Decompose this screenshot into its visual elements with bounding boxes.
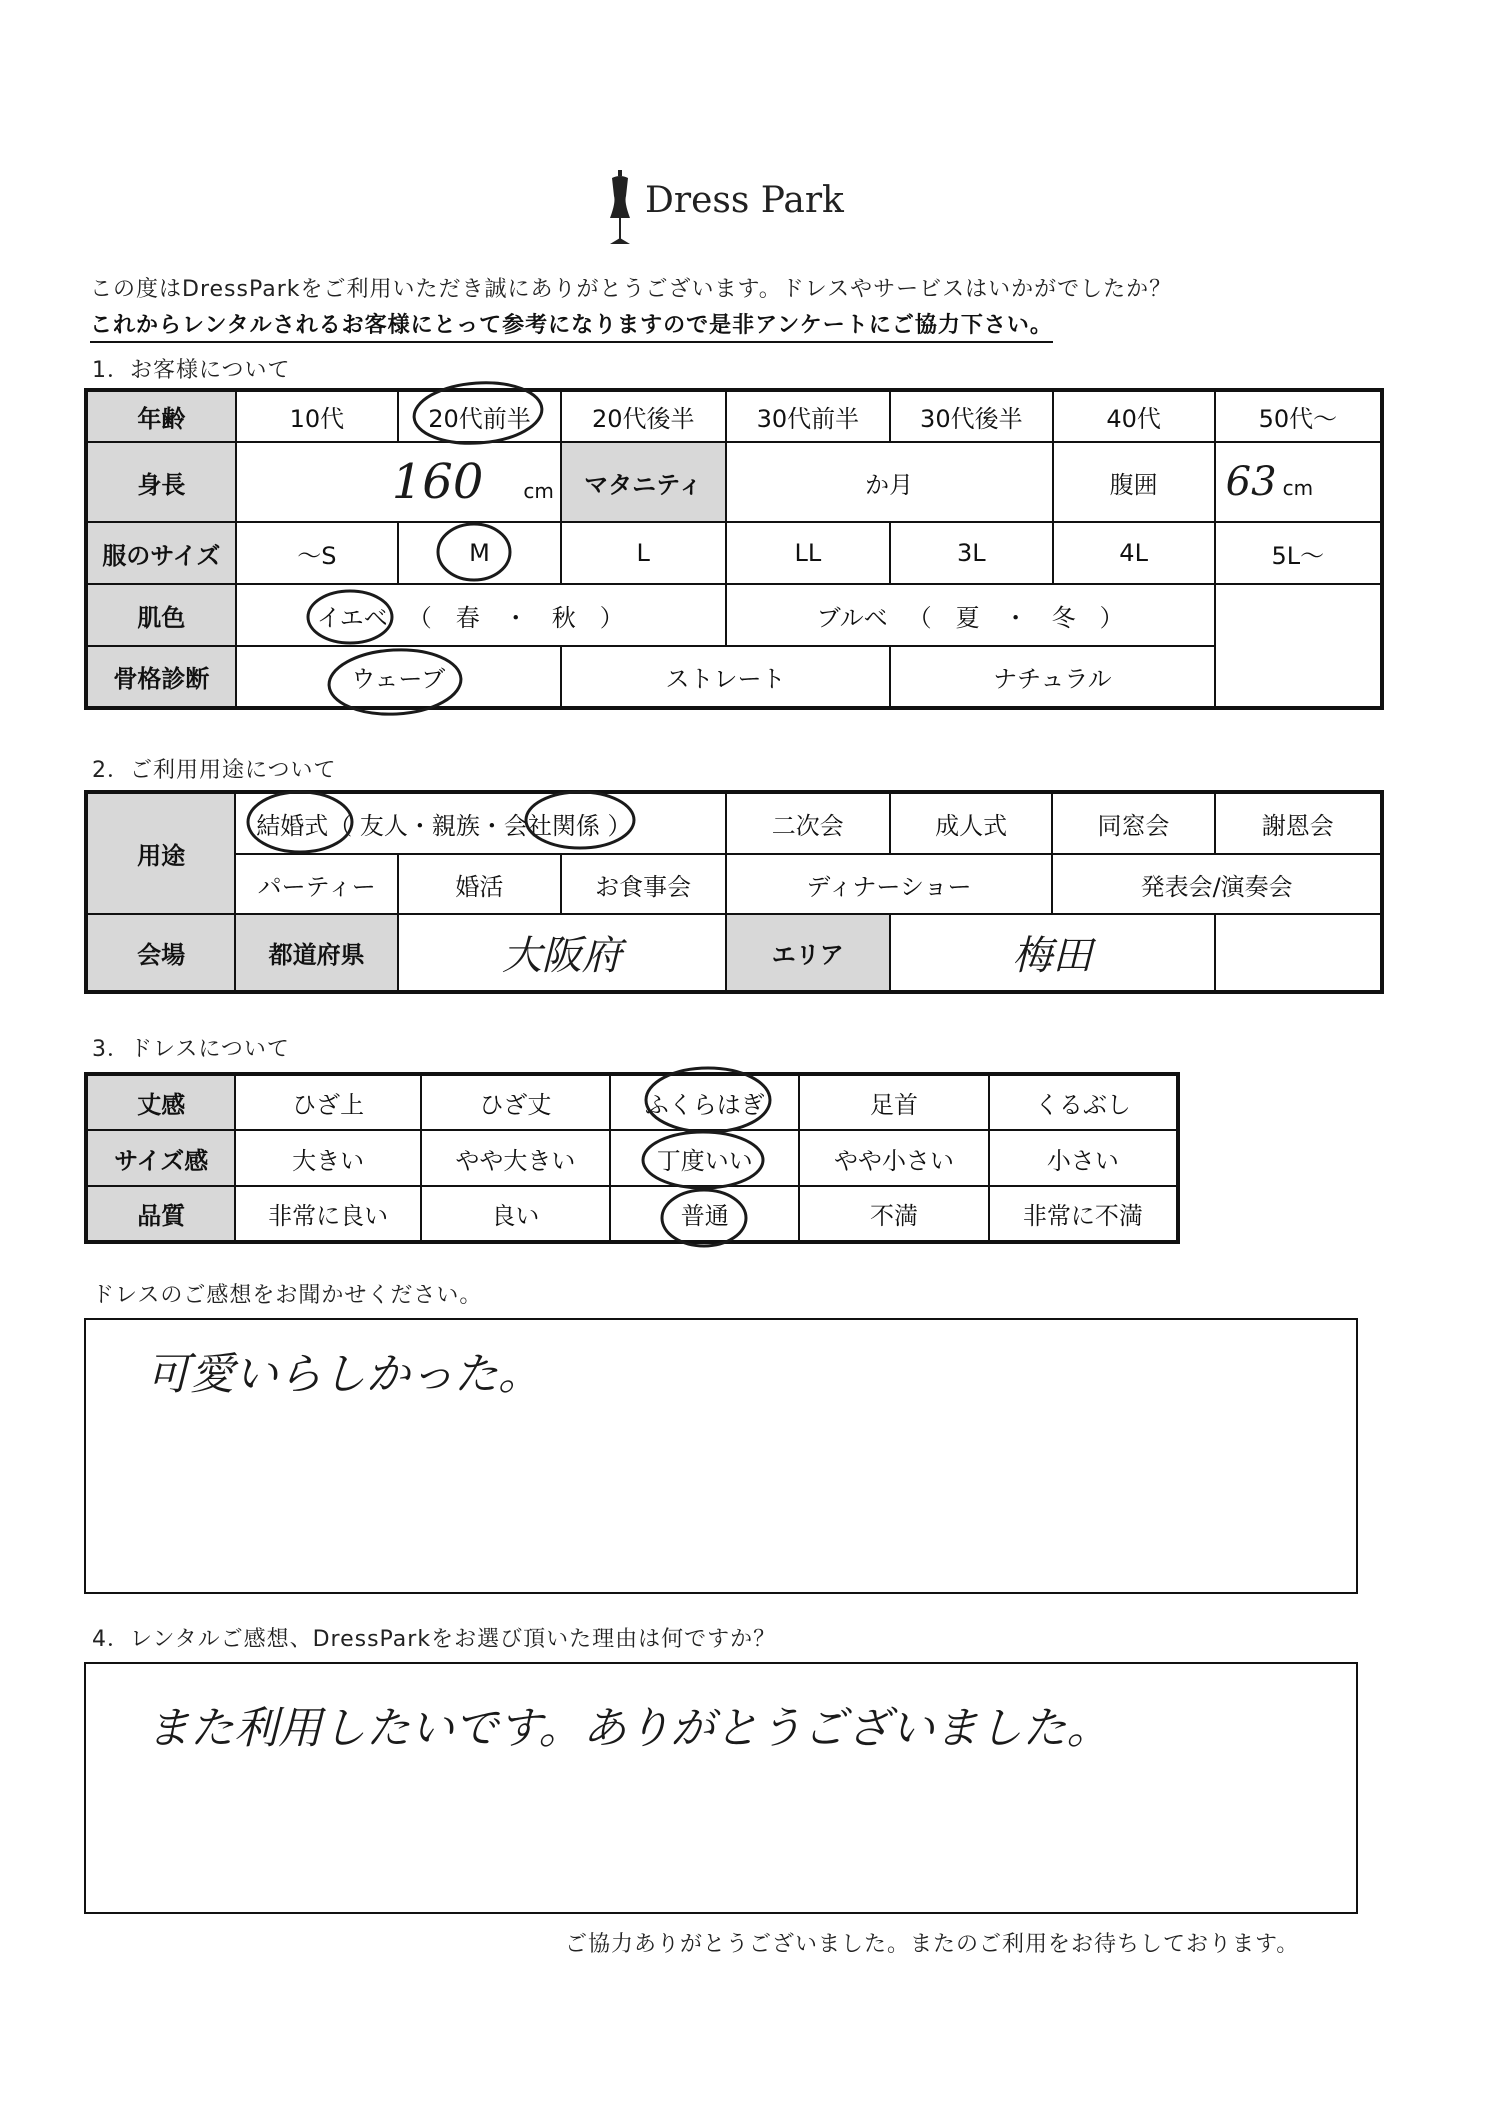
quality-row — [86, 1186, 1178, 1242]
quality-option[interactable]: 不満 — [799, 1186, 988, 1242]
fit-option[interactable]: やや小さい — [799, 1130, 988, 1186]
age-option[interactable]: 40代 — [1053, 390, 1215, 442]
usage-option[interactable]: 発表会/演奏会 — [1052, 854, 1382, 914]
quality-option-selected[interactable]: 普通 — [610, 1186, 799, 1242]
quality-label: 品質 — [86, 1186, 235, 1242]
prefecture-label: 都道府県 — [235, 914, 398, 992]
frame-row — [86, 646, 1382, 708]
fit-option[interactable]: 小さい — [989, 1130, 1178, 1186]
age-option[interactable]: 30代後半 — [890, 390, 1053, 442]
prefecture-value: 大阪府 — [501, 933, 622, 979]
usage-option[interactable]: 謝恩会 — [1215, 792, 1382, 854]
size-option[interactable]: L — [561, 522, 726, 584]
frame-option[interactable]: ナチュラル — [890, 646, 1215, 708]
intro-line-2: これからレンタルされるお客様にとって参考になりますので是非アンケートにご協力下さい。 — [90, 308, 1053, 343]
skin-label: 肌色 — [86, 584, 236, 646]
section-4-title: 4．レンタルご感想、DressParkをお選び頂いた理由は何ですか？ — [92, 1627, 777, 1652]
rental-comment-box[interactable] — [84, 1662, 1358, 1914]
waist-value: 63 — [1225, 459, 1277, 505]
age-option[interactable]: 20代後半 — [561, 390, 726, 442]
dress-table — [84, 1072, 1180, 1244]
length-option[interactable]: ひざ丈 — [421, 1074, 610, 1130]
fit-label: サイズ感 — [86, 1130, 235, 1186]
size-option[interactable]: 4L — [1053, 522, 1215, 584]
dress-comment-box[interactable] — [84, 1318, 1358, 1594]
length-option[interactable]: くるぶし — [989, 1074, 1178, 1130]
footer-thanks: ご協力ありがとうございました。またのご利用をお待ちしております。 — [565, 1932, 1300, 1957]
age-row — [86, 390, 1382, 442]
size-option[interactable]: 3L — [890, 522, 1053, 584]
length-label: 丈感 — [86, 1074, 235, 1130]
customer-table — [84, 388, 1384, 710]
skin-yellow-seasons: （ 春 ・ 秋 ） — [407, 603, 624, 632]
skin-yellow-option[interactable] — [236, 584, 726, 646]
fit-option-selected[interactable]: 丁度いい — [610, 1130, 799, 1186]
purpose-label: 用途 — [86, 792, 235, 914]
size-option[interactable]: LL — [726, 522, 890, 584]
usage-table — [84, 790, 1384, 994]
usage-option[interactable]: ディナーショー — [726, 854, 1053, 914]
rental-comment-text: また利用したいです。ありがとうございました。 — [146, 1703, 1111, 1754]
venue-row — [86, 914, 1382, 992]
fit-option[interactable]: やや大きい — [421, 1130, 610, 1186]
quality-option[interactable]: 良い — [421, 1186, 610, 1242]
area-label: エリア — [726, 914, 890, 992]
area-field[interactable] — [890, 914, 1215, 992]
quality-option[interactable]: 非常に不満 — [989, 1186, 1178, 1242]
age-option[interactable]: 30代前半 — [726, 390, 890, 442]
age-label: 年齢 — [86, 390, 236, 442]
section-2-title: 2．ご利用用途について — [92, 758, 337, 783]
age-option-selected[interactable]: 20代前半 — [398, 390, 561, 442]
empty-cell — [1215, 914, 1382, 992]
waist-field[interactable] — [1215, 442, 1382, 522]
usage-row-2 — [86, 854, 1382, 914]
skin-yellow-label: イエベ — [316, 603, 388, 632]
height-unit: cm — [523, 479, 554, 503]
intro-line-1: この度はDressParkをご利用いただき誠にありがとうございます。ドレスやサービスはいかがでしたか？ — [90, 277, 1173, 302]
height-row — [86, 442, 1382, 522]
size-label: 服のサイズ — [86, 522, 236, 584]
waist-unit: cm — [1282, 476, 1314, 500]
brand-name: Dress Park — [645, 180, 844, 221]
empty-cell — [1215, 584, 1382, 646]
skin-blue-seasons: （ 夏 ・ 冬 ） — [907, 603, 1124, 632]
size-option[interactable]: ～S — [236, 522, 398, 584]
area-value: 梅田 — [1012, 933, 1093, 979]
maternity-months-field[interactable] — [726, 442, 1053, 522]
section-1-title: 1．お客様について — [92, 358, 291, 383]
maternity-label: マタニティ — [561, 442, 726, 522]
length-option[interactable]: 足首 — [799, 1074, 988, 1130]
fit-option[interactable]: 大きい — [235, 1130, 420, 1186]
skin-blue-label: ブルベ — [816, 603, 888, 632]
frame-option-selected[interactable]: ウェーブ — [236, 646, 561, 708]
venue-label: 会場 — [86, 914, 235, 992]
size-option[interactable]: 5L～ — [1215, 522, 1382, 584]
length-row — [86, 1074, 1178, 1130]
usage-option[interactable]: 二次会 — [726, 792, 890, 854]
wedding-option[interactable]: 結婚式（ 友人・親族・会社関係 ） — [235, 792, 725, 854]
brand-logo — [600, 170, 900, 240]
usage-option[interactable]: 同窓会 — [1052, 792, 1214, 854]
fit-row — [86, 1130, 1178, 1186]
size-row — [86, 522, 1382, 584]
prefecture-field[interactable] — [398, 914, 725, 992]
dress-comment-text: 可愛いらしかった。 — [146, 1349, 542, 1400]
dress-form-icon — [600, 170, 640, 250]
height-label: 身長 — [86, 442, 236, 522]
dress-comment-prompt: ドレスのご感想をお聞かせください。 — [92, 1283, 483, 1308]
usage-option[interactable]: パーティー — [235, 854, 398, 914]
frame-label: 骨格診断 — [86, 646, 236, 708]
usage-row-1 — [86, 792, 1382, 854]
skin-blue-option[interactable] — [726, 584, 1215, 646]
frame-option[interactable]: ストレート — [561, 646, 890, 708]
usage-option[interactable]: 婚活 — [398, 854, 561, 914]
age-option[interactable]: 10代 — [236, 390, 398, 442]
height-field[interactable] — [236, 442, 561, 522]
usage-option[interactable]: 成人式 — [890, 792, 1052, 854]
quality-option[interactable]: 非常に良い — [235, 1186, 420, 1242]
section-3-title: 3．ドレスについて — [92, 1037, 290, 1062]
months-unit: か月 — [865, 470, 914, 499]
skin-row — [86, 584, 1382, 646]
waist-label: 腹囲 — [1053, 442, 1215, 522]
empty-cell — [1215, 646, 1382, 708]
usage-option[interactable]: お食事会 — [561, 854, 726, 914]
length-option[interactable]: ひざ上 — [235, 1074, 420, 1130]
length-option-selected[interactable]: ふくらはぎ — [610, 1074, 799, 1130]
height-value: 160 — [391, 454, 484, 510]
size-option-selected[interactable]: M — [398, 522, 561, 584]
age-option[interactable]: 50代～ — [1215, 390, 1382, 442]
